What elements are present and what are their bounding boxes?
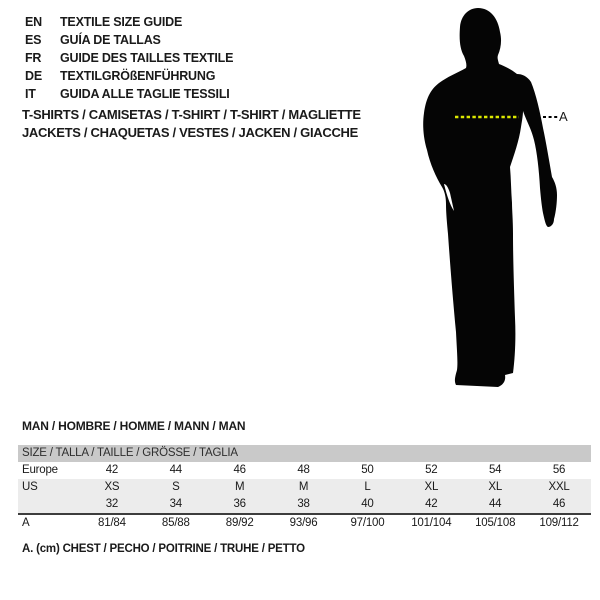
table-cell: 46 bbox=[233, 464, 246, 476]
table-cell: 46 bbox=[552, 498, 566, 510]
table-cell: 85/88 bbox=[161, 517, 190, 529]
measure-a-label: A bbox=[559, 109, 568, 124]
table-cell: L bbox=[364, 481, 371, 493]
language-list bbox=[25, 13, 233, 103]
row-label: US bbox=[22, 481, 38, 493]
table-cell: 101/104 bbox=[411, 517, 452, 529]
man-silhouette-svg bbox=[400, 0, 600, 400]
row-label: A bbox=[22, 517, 30, 529]
table-cell: XL bbox=[488, 481, 503, 493]
language-row-it bbox=[25, 85, 233, 103]
table-row-europe bbox=[18, 462, 591, 479]
table-cell: S bbox=[172, 481, 180, 493]
garment-categories bbox=[22, 106, 361, 142]
table-cell: 44 bbox=[488, 498, 502, 510]
table-row-chest-cm bbox=[18, 513, 591, 532]
table-cell: 109/112 bbox=[539, 517, 579, 529]
language-code: ES bbox=[25, 33, 42, 47]
language-label: TEXTILE SIZE GUIDE bbox=[60, 15, 183, 29]
table-cell: 40 bbox=[361, 498, 374, 510]
language-code: IT bbox=[25, 87, 36, 101]
language-code: FR bbox=[25, 51, 42, 65]
table-cell: M bbox=[234, 481, 245, 493]
table-row-us bbox=[18, 479, 591, 496]
table-cell: 38 bbox=[297, 498, 310, 510]
table-cell: 36 bbox=[233, 498, 246, 510]
man-silhouette-figure bbox=[400, 0, 600, 400]
table-cell: XL bbox=[424, 481, 439, 493]
language-row-fr bbox=[25, 49, 233, 67]
language-label: TEXTILGRÖßENFÜHRUNG bbox=[60, 69, 216, 83]
language-label: GUIDA ALLE TAGLIE TESSILI bbox=[60, 87, 230, 101]
table-cell: 56 bbox=[552, 464, 566, 476]
table-cell: 89/92 bbox=[225, 517, 254, 529]
table-cell: 34 bbox=[169, 498, 183, 510]
table-cell: 105/108 bbox=[475, 517, 516, 529]
language-code: EN bbox=[25, 15, 42, 29]
table-cell: 52 bbox=[425, 464, 438, 476]
row-label bbox=[18, 496, 80, 513]
language-row-de bbox=[25, 67, 233, 85]
language-label: GUÍA DE TALLAS bbox=[60, 33, 161, 47]
category-jackets: JACKETS / CHAQUETAS / VESTES / JACKEN / GIACCHE bbox=[22, 125, 358, 140]
table-cell: M bbox=[298, 481, 309, 493]
row-label: Europe bbox=[22, 464, 58, 476]
table-cell: 44 bbox=[169, 464, 183, 476]
table-cell: 48 bbox=[297, 464, 310, 476]
table-row-us-numeric bbox=[18, 496, 591, 513]
section-title: MAN / HOMBRE / HOMME / MANN / MAN bbox=[22, 419, 246, 433]
table-cell: 32 bbox=[105, 498, 119, 510]
table-cell: XXL bbox=[548, 481, 570, 493]
table-cell: 50 bbox=[361, 464, 374, 476]
table-cell: 97/100 bbox=[350, 517, 385, 529]
language-row-en bbox=[25, 13, 233, 31]
size-table bbox=[18, 445, 591, 532]
language-row-es bbox=[25, 31, 233, 49]
man-silhouette bbox=[423, 8, 557, 387]
language-code: DE bbox=[25, 69, 42, 83]
table-cell: 54 bbox=[488, 464, 502, 476]
language-label: GUIDE DES TAILLES TEXTILE bbox=[60, 51, 234, 65]
table-cell: 42 bbox=[105, 464, 119, 476]
measurement-footnote: A. (cm) CHEST / PECHO / POITRINE / TRUHE / PETTO bbox=[22, 543, 305, 555]
category-tshirts: T-SHIRTS / CAMISETAS / T-SHIRT / T-SHIRT / MAGLIETTE bbox=[22, 107, 361, 122]
table-cell: 93/96 bbox=[289, 517, 318, 529]
table-cell: XS bbox=[104, 481, 120, 493]
table-cell: 42 bbox=[425, 498, 438, 510]
table-cell: 81/84 bbox=[98, 517, 126, 529]
size-table-header: SIZE / TALLA / TAILLE / GRÖSSE / TAGLIA bbox=[18, 445, 591, 462]
